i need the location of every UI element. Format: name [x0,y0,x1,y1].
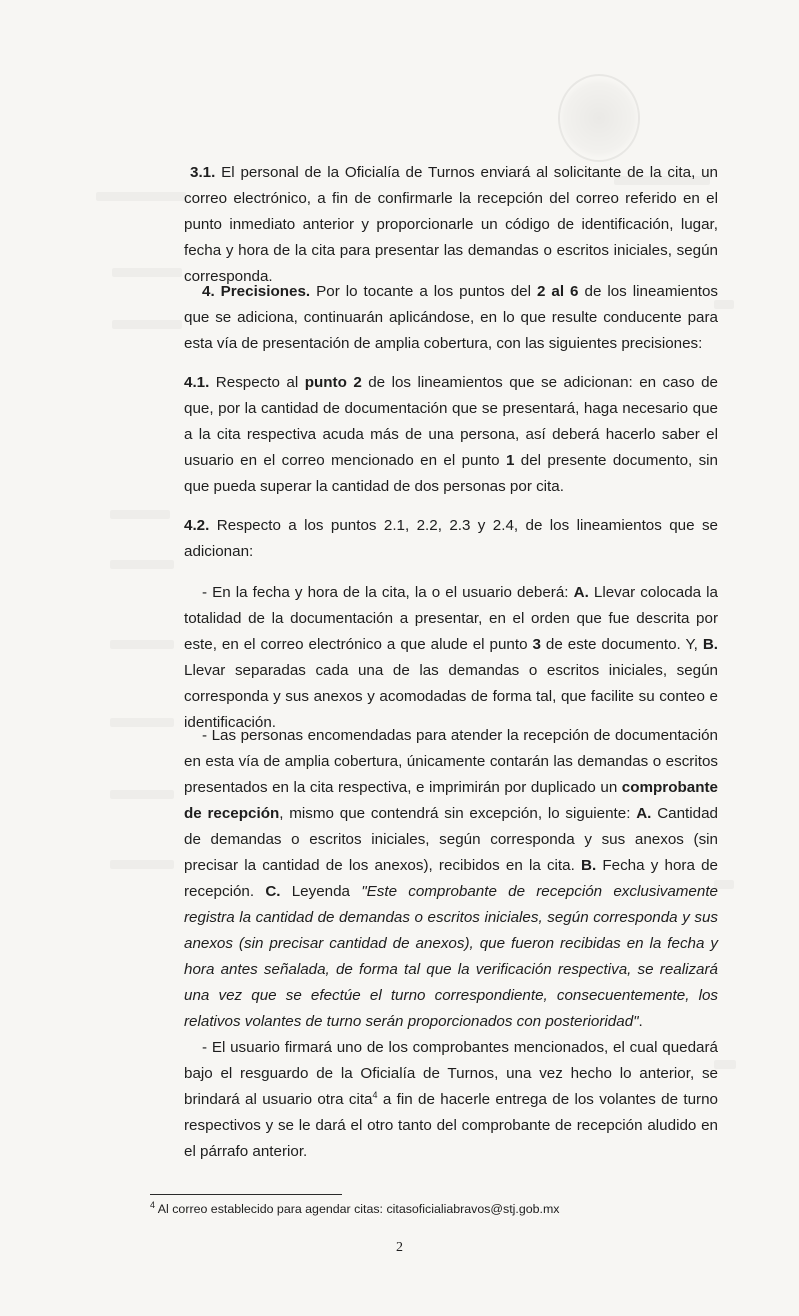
paragraph-4-2 [184,513,718,565]
paragraph-text: Leyenda [280,883,362,900]
paragraph-text: de este documento. Y, [540,636,703,653]
bleed-through-line [110,790,174,799]
paragraph-text: Respecto a los puntos 2.1, 2.2, 2.3 y 2.4, de los lineamientos que se adicionan: [184,517,718,560]
bleed-through-line [110,560,174,569]
emphasis-text: 4.1. [184,374,210,391]
emphasis-text: A. [573,584,589,601]
emphasis-text: B. [580,857,597,874]
paragraph-text: del presente documento, sin que pueda superar la cantidad de dos personas por cita. [184,452,719,495]
bleed-through-line [112,320,182,329]
footnote [150,1200,710,1218]
bleed-through-line [110,718,174,727]
emphasis-text: 3.1. [190,164,216,181]
paragraph-text: a fin de hacerle entrega de los volantes de turno respectivos y se le dará el otro tanto del comprobante de recepción aludido en el párrafo anterior. [184,1091,718,1160]
page-number: 2 [396,1240,403,1255]
emphasis-text: A. [636,805,652,822]
footnote-separator [150,1194,342,1195]
paragraph-text: "Este comprobante de recepción exclusivamente registra la cantidad de demandas o escritos iniciales, según corresponda y sus anexos (sin precisar cantidad de anexos), que fueron recibidas en la fecha y hora antes señalada, de forma tal que la verificación respectiva, se realizará una vez que se efectúe el turno correspondiente, consecuentemente, los relativos volantes de turno serán proporcionados con posterioridad" [184,883,718,1030]
emphasis-text: 4.2. [184,517,210,534]
paragraph-text: Llevar separadas cada una de las demandas o escritos iniciales, según corresponda y sus anexos y acomodadas de forma tal, que facilite su conteo e identificación. [184,662,718,731]
emphasis-text: 3 [532,636,541,653]
bleed-through-letters [148,70,248,130]
paragraph-4-1 [184,370,718,500]
paragraph-text: - En la fecha y hora de la cita, la o el usuario deberá: [202,584,574,601]
paragraph-text: Por lo tocante a los puntos del [310,283,537,300]
footnote-marker: 4 [150,1199,156,1210]
bleed-through-seal [558,74,640,162]
paragraph-text: de los lineamientos que se adiciona, continuarán aplicándose, en lo que resulte conducente para esta vía de presentación de amplia cobertura, con las siguientes precisiones: [184,283,719,352]
emphasis-text: comprobante de recepción [184,779,718,822]
bleed-through-line [96,192,186,201]
paragraph-text: Fecha y hora de recepción. [184,857,718,900]
paragraph-text: . [638,1013,643,1030]
paragraph-4-2-item-b [184,723,718,1035]
paragraph-text: El personal de la Oficialía de Turnos enviará al solicitante de la cita, un correo electrónico, a fin de confirmarle la recepción del correo referido en el punto inmediato anterior y proporcionarle un código de identificación, lugar, fecha y hora de la cita para presentar las demandas o escritos iniciales, según corresponda. [184,164,718,285]
emphasis-text: 1 [505,452,515,469]
paragraph-text: de los lineamientos que se adicionan: en caso de que, por la cantidad de documentación que se presentará, haga necesario que a la cita respectiva acuda más de una persona, así deberá hacerlo saber el usuario en el correo mencionado en el punto [184,374,718,469]
paragraph-4-2-item-c [184,1035,718,1165]
paragraph-text: , mismo que contendrá sin excepción, lo siguiente: [279,805,637,822]
emphasis-text: C. [265,883,281,900]
emphasis-text: B. [702,636,718,653]
paragraph-text: - Las personas encomendadas para atender la recepción de documentación en esta vía de amplia cobertura, únicamente contarán las demandas o escritos presentados en la cita respectiva, e imprimirán por duplicado un [184,727,718,796]
bleed-through-line [110,640,174,649]
bleed-through-line [112,268,182,277]
paragraph-3-1 [184,160,718,290]
bleed-through-line [110,510,170,519]
footnote-text: Al correo establecido para agendar citas: citasoficialiabravos@stj.gob.mx [155,1202,560,1216]
paragraph-text: Cantidad de demandas o escritos iniciales, según corresponda y sus anexos (sin precisar la cantidad de los anexos), recibidos en la cita. [184,805,718,874]
paragraph-text: Llevar colocada la totalidad de la documentación a presentar, en el orden que fue descrita por este, en el correo electrónico a que alude el punto [184,584,718,653]
footnote-reference: 4 [372,1089,378,1100]
emphasis-text: 2 al 6 [536,283,579,300]
bleed-through-line [110,860,174,869]
paragraph-4-precisiones [184,279,718,357]
emphasis-text: punto 2 [304,374,362,391]
paragraph-4-2-item-a [184,580,718,736]
emphasis-text: 4. Precisiones. [202,283,311,300]
paragraph-text: Respecto al [209,374,305,391]
paragraph-text: - El usuario firmará uno de los comprobantes mencionados, el cual quedará bajo el resguardo de la Oficialía de Turnos, una vez hecho lo anterior, se brindará al usuario otra cita [184,1039,718,1108]
